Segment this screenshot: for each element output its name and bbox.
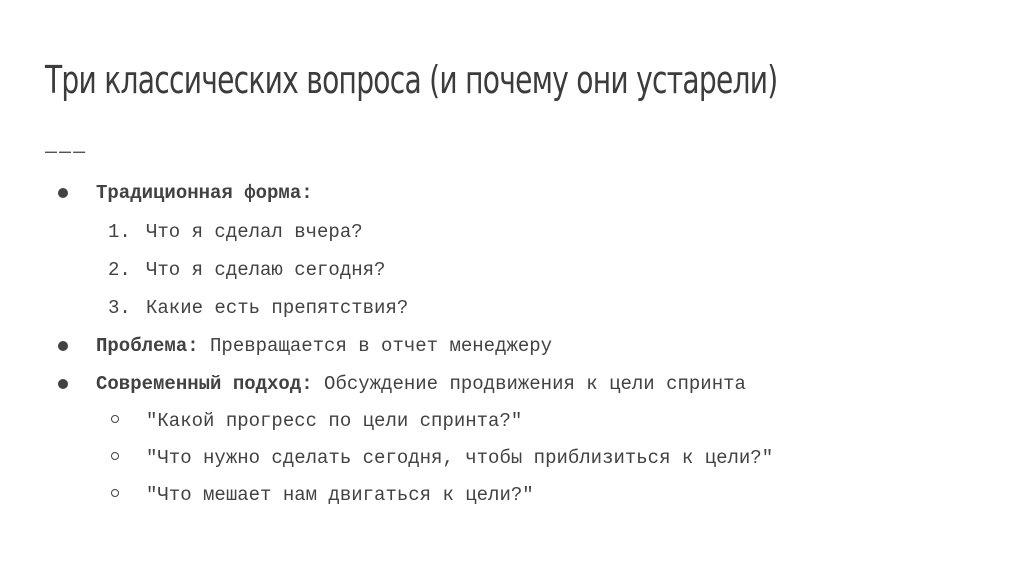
list-number: 2.	[108, 259, 131, 281]
list-number: 1.	[108, 221, 131, 243]
list-item: Какие есть препятствия?	[146, 297, 409, 319]
traditional-label: Традиционная форма:	[96, 182, 313, 204]
title-divider: ———	[45, 139, 88, 163]
bullet-icon	[58, 188, 68, 198]
problem-label: Проблема:	[96, 335, 199, 357]
slide-title: Три классических вопроса (и почему они устарели)	[45, 58, 778, 102]
modern-label: Современный подход:	[96, 373, 313, 395]
list-item: "Что нужно сделать сегодня, чтобы приблизиться к цели?"	[146, 447, 774, 469]
problem-text: Превращается в отчет менеджеру	[210, 335, 553, 357]
list-item-modern	[96, 372, 746, 396]
hollow-bullet-icon	[111, 489, 119, 497]
list-item: "Что мешает нам двигаться к цели?"	[146, 484, 534, 506]
list-item: "Какой прогресс по цели спринта?"	[146, 410, 523, 432]
bullet-icon	[58, 341, 68, 351]
list-item-problem	[96, 334, 552, 358]
list-number: 3.	[108, 297, 131, 319]
modern-text: Обсуждение продвижения к цели спринта	[324, 373, 746, 395]
bullet-icon	[58, 379, 68, 389]
list-item-traditional	[96, 181, 313, 205]
list-item: Что я сделал вчера?	[146, 221, 363, 243]
hollow-bullet-icon	[111, 452, 119, 460]
list-item: Что я сделаю сегодня?	[146, 259, 386, 281]
hollow-bullet-icon	[111, 415, 119, 423]
